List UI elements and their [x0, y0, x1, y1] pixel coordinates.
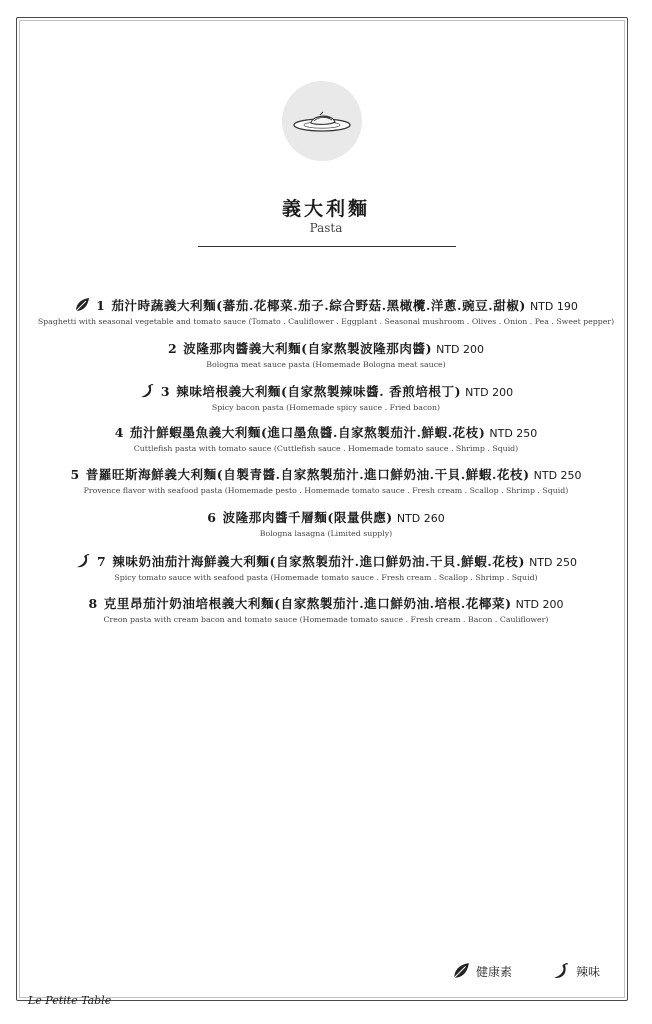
item-price: NTD 200 [515, 598, 564, 611]
menu-item [0, 510, 652, 539]
menu-item [0, 425, 652, 454]
menu-item [0, 297, 652, 327]
chili-icon [139, 383, 155, 399]
item-number: 8 [88, 596, 98, 611]
item-description: Bologna meat sauce pasta (Homemade Bologna meat sauce) [206, 360, 446, 369]
legend-spicy-label: 辣味 [576, 965, 601, 979]
brand-logo-text: Le Petite Table [28, 994, 112, 1007]
chili-icon [75, 553, 91, 569]
menu-item [0, 383, 652, 413]
pasta-plate-emblem [282, 81, 362, 161]
item-description: Provence flavor with seafood pasta (Homemade pesto . Homemade tomato sauce . Fresh cream . Scallop . Shrimp . Squid) [83, 486, 569, 495]
chili-icon [552, 962, 570, 980]
item-description: Spaghetti with seasonal vegetable and tomato sauce (Tomato . Cauliflower . Eggplant . Seasonal mushroom . Olives . Onion . Pea . Sweet pepper) [37, 317, 615, 326]
section-title: 義大利麵 [281, 198, 370, 220]
item-name: 茄汁時蔬義大利麵(蕃茄.花椰菜.茄子.綜合野菇.黑橄欖.洋蔥.豌豆.甜椒) [111, 298, 526, 313]
menu-item [0, 341, 652, 370]
item-price: NTD 260 [396, 512, 445, 525]
item-number: 2 [167, 341, 178, 356]
item-name: 辣味培根義大利麵(自家熬製辣味醬. 香煎培根丁) [176, 384, 462, 399]
item-price: NTD 250 [533, 469, 582, 482]
item-name: 茄汁鮮蝦墨魚義大利麵(進口墨魚醬.自家熬製茄汁.鮮蝦.花枝) [130, 425, 486, 440]
item-name: 波隆那肉醬義大利麵(自家熬製波隆那肉醬) [183, 341, 433, 356]
item-number: 3 [160, 384, 171, 399]
menu-item [0, 596, 652, 625]
item-description: Cuttlefish pasta with tomato sauce (Cuttlefish sauce . Homemade tomato sauce . Shrimp . Squid) [133, 444, 519, 453]
item-number: 4 [114, 425, 124, 440]
menu-item [0, 553, 652, 583]
item-number: 6 [207, 510, 217, 525]
item-name: 辣味奶油茄汁海鮮義大利麵(自家熬製茄汁.進口鮮奶油.干貝.鮮蝦.花枝) [112, 554, 526, 569]
title-divider [198, 246, 456, 247]
leaf-icon [452, 962, 470, 980]
item-price: NTD 250 [529, 556, 577, 569]
item-number: 1 [96, 298, 106, 313]
item-name: 克里昂茄汁奶油培根義大利麵(自家熬製茄汁.進口鮮奶油.培根.花椰菜) [103, 596, 512, 611]
item-description: Creon pasta with cream bacon and tomato sauce (Homemade tomato sauce . Fresh cream . Bacon . Cauliflower) [103, 615, 549, 624]
item-price: NTD 250 [489, 427, 538, 440]
item-name: 普羅旺斯海鮮義大利麵(自製青醬.自家熬製茄汁.進口鮮奶油.干貝.鮮蝦.花枝) [85, 467, 530, 482]
menu-inner-border [19, 20, 625, 998]
item-description: Spicy tomato sauce with seafood pasta (Homemade tomato sauce . Fresh cream . Scallop . Shrimp . Squid) [114, 573, 538, 582]
item-price: NTD 190 [529, 300, 578, 313]
item-description: Bologna lasagna (Limited supply) [259, 529, 393, 538]
legend-vegetarian-label: 健康素 [476, 965, 513, 979]
legend-spicy [552, 962, 600, 982]
item-price: NTD 200 [465, 386, 514, 399]
item-description: Spicy bacon pasta (Homemade spicy sauce . Fried bacon) [211, 403, 441, 412]
leaf-icon [74, 297, 90, 313]
item-price: NTD 200 [436, 343, 485, 356]
item-number: 7 [97, 554, 107, 569]
item-number: 5 [70, 467, 80, 482]
item-name: 波隆那肉醬千層麵(限量供應) [222, 510, 393, 525]
menu-item [0, 467, 652, 496]
section-subtitle: Pasta [309, 221, 343, 235]
pasta-plate-icon [282, 81, 362, 161]
legend-vegetarian [452, 962, 512, 982]
